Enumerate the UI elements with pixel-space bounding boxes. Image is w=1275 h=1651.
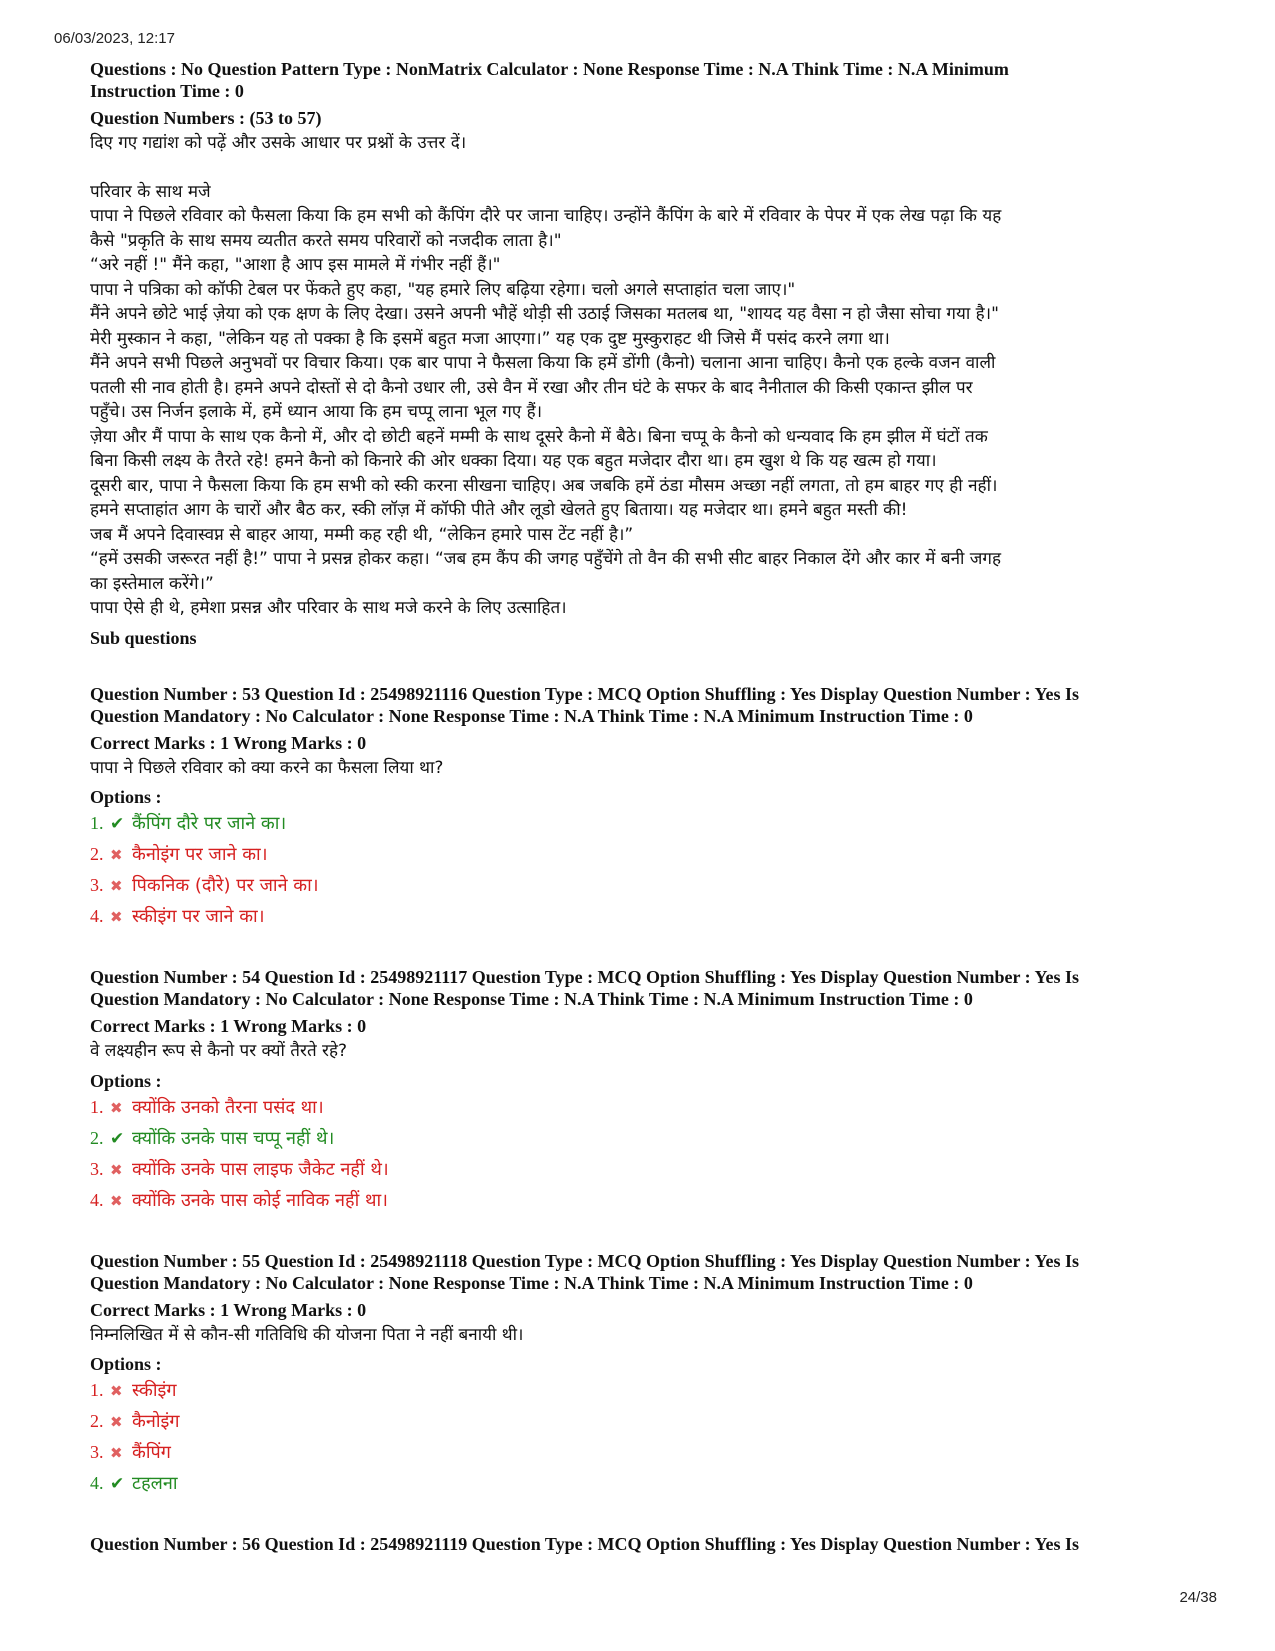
option-wrong <box>90 839 1200 870</box>
check-icon: ✔ <box>110 814 125 834</box>
question-marks: Correct Marks : 1 Wrong Marks : 0 <box>90 1016 367 1036</box>
question-meta-line-1: Question Number : 55 Question Id : 25498921118 Question Type : MCQ Option Shuffling : Yes Display Question Number : Yes Is <box>90 1250 1079 1271</box>
option-number: 2. <box>90 844 104 864</box>
passage-line: पापा ने पिछले रविवार को फैसला किया कि हम सभी को कैंपिंग दौरे पर जाना चाहिए। उन्होंने कैंपिंग के बारे में रविवार के पेपर में एक लेख पढ़ा कि यह <box>90 206 1002 226</box>
cross-icon: ✖ <box>110 908 123 926</box>
option-wrong <box>90 901 1200 932</box>
passage-line: ज़ेया और मैं पापा के साथ एक कैनो में, और दो छोटी बहनें मम्मी के साथ दूसरे कैनो में बैठे। बिना चप्पू के कैनो को धन्यवाद कि हम झील में घंटों तक <box>90 426 988 447</box>
option-text: क्योंकि उनके पास कोई नाविक नहीं था। <box>132 1189 388 1211</box>
options-label: Options : <box>90 1070 162 1091</box>
passage-line: बिना किसी लक्ष्य के तैरते रहे! हमने कैनो को किनारे की ओर धक्का दिया। यह एक बहुत मजेदार दौरा था। हम खुश थे कि यह खत्म हो गया। <box>90 451 937 471</box>
passage-line: दूसरी बार, पापा ने फैसला किया कि हम सभी को स्की करना सीखना चाहिए। अब जबकि हमें ठंडा मौसम अच्छा नहीं लगता, तो हम बाहर गए ही नहीं। <box>90 475 998 496</box>
option-text: स्कीइंग <box>132 1380 177 1401</box>
option-text: कैनोइंग पर जाने का। <box>132 844 268 865</box>
option-wrong <box>90 1375 1200 1406</box>
option-text: कैनोइंग <box>132 1411 180 1432</box>
passage-line: पहुँचे। उस निर्जन इलाके में, हमें ध्यान आया कि हम चप्पू लाना भूल गए हैं। <box>90 402 543 422</box>
passage-line: पापा ऐसे ही थे, हमेशा प्रसन्न और परिवार के साथ मजे करने के लिए उत्साहित। <box>90 598 567 618</box>
cross-icon: ✖ <box>110 1098 123 1117</box>
question-numbers: Question Numbers : (53 to 57) <box>90 108 322 128</box>
instruction-text: दिए गए गद्यांश को पढ़ें और उसके आधार पर प्रश्नों के उत्तर दें। <box>90 133 467 153</box>
question-block-55 <box>90 1250 1200 1500</box>
document-content <box>90 58 1200 1555</box>
cross-icon: ✖ <box>110 846 123 864</box>
section-header <box>90 58 1200 156</box>
question-text: निम्नलिखित में से कौन-सी गतिविधि की योजना पिता ने नहीं बनायी थी। <box>90 1324 524 1345</box>
print-timestamp: 06/03/2023, 12:17 <box>54 30 175 47</box>
passage-line: पापा ने पत्रिका को कॉफी टेबल पर फेंकते हुए कहा, "यह हमारे लिए बढ़िया रहेगा। चलो अगले सप्ताहांत चला जाए।" <box>90 279 796 300</box>
sub-questions-label: Sub questions <box>90 627 197 648</box>
option-number: 3. <box>90 875 104 895</box>
cross-icon: ✖ <box>110 1160 123 1179</box>
option-number: 4. <box>90 1189 104 1210</box>
passage-line: मैंने अपने छोटे भाई ज़ेया को एक क्षण के लिए देखा। उसने अपनी भौहें थोड़ी सी उठाई जिसका मतलब था, "शायद यह वैसा न हो जैसा सोचा गया है।" <box>90 304 999 324</box>
passage-line: “अरे नहीं !" मैंने कहा, "आशा है आप इस मामले में गंभीर नहीं हैं।" <box>90 255 501 275</box>
option-wrong <box>90 1154 1200 1185</box>
option-text: स्कीइंग पर जाने का। <box>132 906 265 927</box>
comprehension-passage <box>90 180 1200 621</box>
question-meta-line-2: Question Mandatory : No Calculator : None Response Time : N.A Think Time : N.A Minimum Instruction Time : 0 <box>90 705 973 726</box>
options-label: Options : <box>90 787 162 807</box>
passage-line: जब मैं अपने दिवास्वप्न से बाहर आया, मम्मी कह रही थी, “लेकिन हमारे पास टेंट नहीं है।” <box>90 524 634 545</box>
option-text: पिकनिक (दौरे) पर जाने का। <box>132 875 319 896</box>
option-text: क्योंकि उनके पास चप्पू नहीं थे। <box>132 1127 335 1149</box>
option-correct <box>90 808 1200 839</box>
passage-line: मेरी मुस्कान ने कहा, "लेकिन यह तो पक्का है कि इसमें बहुत मजा आएगा।” यह एक दुष्ट मुस्कुराहट थी जिसे मैं पसंद करने लगा था। <box>90 328 890 349</box>
option-number: 4. <box>90 1473 104 1493</box>
option-wrong <box>90 1092 1200 1123</box>
option-text: क्योंकि उनको तैरना पसंद था। <box>132 1096 324 1118</box>
option-number: 1. <box>90 1380 104 1400</box>
option-number: 3. <box>90 1442 104 1462</box>
question-marks: Correct Marks : 1 Wrong Marks : 0 <box>90 732 367 753</box>
question-meta-line-2: Question Mandatory : No Calculator : None Response Time : N.A Think Time : N.A Minimum Instruction Time : 0 <box>90 989 973 1009</box>
option-correct <box>90 1468 1200 1499</box>
option-text: टहलना <box>132 1473 178 1494</box>
cross-icon: ✖ <box>110 1444 123 1462</box>
question-block-53 <box>90 683 1200 933</box>
question-meta-line-1: Question Number : 53 Question Id : 25498921116 Question Type : MCQ Option Shuffling : Yes Display Question Number : Yes Is <box>90 683 1079 704</box>
option-text: कैंपिंग <box>132 1442 171 1463</box>
option-number: 2. <box>90 1127 104 1148</box>
cross-icon: ✖ <box>110 1413 123 1431</box>
option-wrong <box>90 1185 1200 1216</box>
option-correct <box>90 1123 1200 1154</box>
cross-icon: ✖ <box>110 1382 123 1400</box>
option-wrong <box>90 870 1200 901</box>
option-number: 2. <box>90 1411 104 1431</box>
option-number: 1. <box>90 1096 104 1117</box>
passage-line: “हमें उसकी जरूरत नहीं है!” पापा ने प्रसन्न होकर कहा। “जब हम कैंप की जगह पहुँचेंगे तो वैन की सभी सीट बाहर निकाल देंगे और कार में बनी जगह <box>90 549 1002 569</box>
passage-line: हमने सप्ताहांत आग के चारों और बैठ कर, स्की लॉज़ में कॉफी पीते और लूडो खेलते हुए बिताया। यह मजेदार था। हमने बहुत मस्ती की! <box>90 500 908 520</box>
question-meta-line-2: Question Mandatory : No Calculator : None Response Time : N.A Think Time : N.A Minimum Instruction Time : 0 <box>90 1272 973 1293</box>
passage-line: पतली सी नाव होती है। हमने अपने दोस्तों से दो कैनो उधार ली, उसे वैन में रखा और तीन घंटे के सफर के बाद नैनीताल की किसी एकान्त झील पर <box>90 377 973 398</box>
cross-icon: ✖ <box>110 877 123 895</box>
question-meta-line-1: Question Number : 56 Question Id : 25498921119 Question Type : MCQ Option Shuffling : Yes Display Question Number : Yes Is <box>90 1534 1079 1554</box>
question-block-54 <box>90 966 1200 1216</box>
option-text: क्योंकि उनके पास लाइफ जैकेट नहीं थे। <box>132 1158 389 1180</box>
option-number: 1. <box>90 813 104 833</box>
option-wrong <box>90 1437 1200 1468</box>
passage-title: परिवार के साथ मजे <box>90 181 211 202</box>
cross-icon: ✖ <box>110 1191 123 1210</box>
option-wrong <box>90 1406 1200 1437</box>
question-text: वे लक्ष्यहीन रूप से कैनो पर क्यों तैरते रहे? <box>90 1041 348 1061</box>
question-text: पापा ने पिछले रविवार को क्या करने का फैसला लिया था? <box>90 757 444 778</box>
page-number: 24/38 <box>1179 1589 1217 1606</box>
option-number: 3. <box>90 1158 104 1179</box>
question-block-56 <box>90 1533 1200 1555</box>
section-meta-line-1: Questions : No Question Pattern Type : NonMatrix Calculator : None Response Time : N.A Think Time : N.A Minimum <box>90 59 1009 79</box>
question-marks: Correct Marks : 1 Wrong Marks : 0 <box>90 1299 367 1320</box>
passage-line: कैसे "प्रकृति के साथ समय व्यतीत करते समय परिवारों को नजदीक लाता है।" <box>90 230 562 251</box>
passage-line: मैंने अपने सभी पिछले अनुभवों पर विचार किया। एक बार पापा ने फैसला किया कि हमें डोंगी (कैनो) चलाना आना चाहिए। कैनो एक हल्के वजन वाली <box>90 353 996 373</box>
option-text: कैंपिंग दौरे पर जाने का। <box>132 813 287 834</box>
options-label: Options : <box>90 1354 162 1374</box>
check-icon: ✔ <box>110 1128 125 1149</box>
question-meta-line-1: Question Number : 54 Question Id : 25498921117 Question Type : MCQ Option Shuffling : Yes Display Question Number : Yes Is <box>90 967 1079 987</box>
option-number: 4. <box>90 906 104 926</box>
check-icon: ✔ <box>110 1474 125 1494</box>
passage-line: का इस्तेमाल करेंगे।” <box>90 573 214 594</box>
section-meta-line-2: Instruction Time : 0 <box>90 81 244 101</box>
